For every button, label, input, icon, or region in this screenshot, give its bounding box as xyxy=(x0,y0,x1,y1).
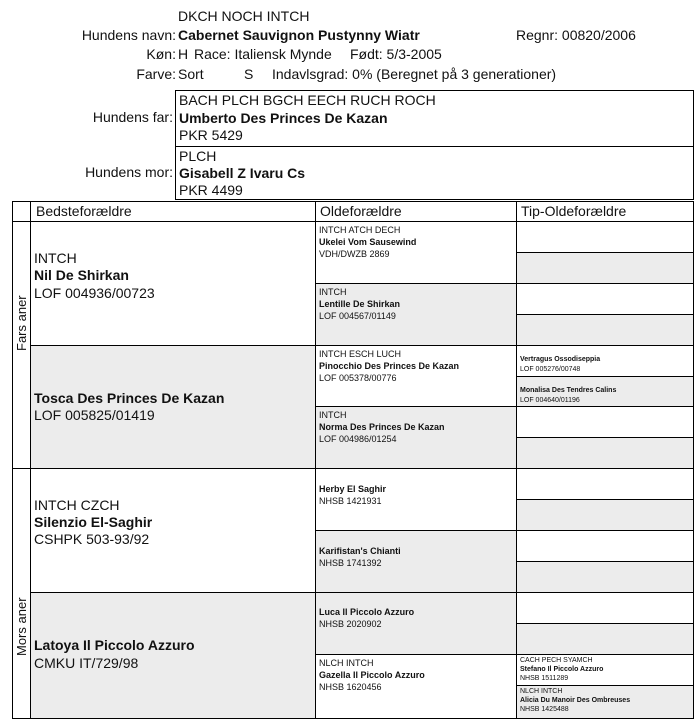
great-grandparent-name: Norma Des Princes De Kazan xyxy=(319,422,445,432)
great-great-name: Stefano Il Piccolo Azzuro xyxy=(520,666,604,673)
grandparent-reg: LOF 004936/00723 xyxy=(34,285,155,301)
great-great-cell xyxy=(516,530,694,562)
great-great-cell xyxy=(516,468,694,500)
grandparent-reg: CMKU IT/729/98 xyxy=(34,655,139,671)
great-great-reg: LOF 004640/01196 xyxy=(520,397,580,404)
great-grandparent-name: Luca Il Piccolo Azzuro xyxy=(319,607,415,617)
great-grandparent-titles: INTCH ESCH LUCH xyxy=(319,349,402,359)
sire-name: Umberto Des Princes De Kazan xyxy=(179,110,388,126)
great-great-reg: NHSB 1511289 xyxy=(520,675,569,682)
great-great-cell xyxy=(516,623,694,655)
great-great-cell xyxy=(516,283,694,315)
great-grandparent-titles: INTCH xyxy=(319,287,347,297)
dog-titles: DKCH NOCH INTCH xyxy=(178,8,310,24)
great-great-cell xyxy=(516,561,694,593)
sire-titles: BACH PLCH BGCH EECH RUCH ROCH xyxy=(179,92,436,108)
grandparent-name: Nil De Shirkan xyxy=(34,267,129,283)
great-grandparent-reg: NHSB 1620456 xyxy=(319,682,382,692)
color-label: Farve: xyxy=(136,66,176,82)
mors-aner-label: Mors aner xyxy=(14,597,29,656)
dog-name: Cabernet Sauvignon Pustynny Wiatr xyxy=(178,27,420,43)
column-label-great-great: Tip-Oldeforældre xyxy=(521,203,627,219)
sire-label: Hundens far: xyxy=(92,109,173,125)
column-label-great-grandparents: Oldeforældre xyxy=(320,203,402,219)
great-grandparent-name: Gazella Il Piccolo Azzuro xyxy=(319,670,425,680)
great-grandparent-name: Ukelei Vom Sausewind xyxy=(319,237,417,247)
birth-date: Født: 5/3-2005 xyxy=(350,46,442,62)
great-great-cell xyxy=(516,499,694,531)
great-great-name: Vertragus Ossodiseppia xyxy=(520,356,601,363)
grandparent-reg: CSHPK 503-93/92 xyxy=(34,531,150,547)
grandparent-titles: INTCH xyxy=(34,250,77,266)
great-great-name: Alicia Du Manoir Des Ombreuses xyxy=(520,697,631,704)
great-grandparent-titles: INTCH ATCH DECH xyxy=(319,225,401,235)
dam-label: Hundens mor: xyxy=(85,164,173,180)
great-grandparent-reg: LOF 004986/01254 xyxy=(319,434,397,444)
inbreeding-value: Indavlsgrad: 0% (Beregnet på 3 generationer) xyxy=(272,66,557,82)
great-grandparent-reg: NHSB 1421931 xyxy=(319,496,382,506)
great-great-cell xyxy=(516,592,694,624)
grandparent-name: Silenzio El-Saghir xyxy=(34,514,153,530)
dam-titles: PLCH xyxy=(179,148,217,164)
color-value: Sort xyxy=(178,66,204,82)
grandparent-name: Tosca Des Princes De Kazan xyxy=(34,390,225,406)
great-great-titles: CACH PECH SYAMCH xyxy=(520,657,593,664)
great-grandparent-reg: LOF 004567/01149 xyxy=(319,311,396,321)
dam-reg: PKR 4499 xyxy=(179,182,243,198)
great-great-cell xyxy=(516,221,694,253)
great-great-name: Monalisa Des Tendres Calins xyxy=(520,387,617,394)
great-grandparent-name: Lentille De Shirkan xyxy=(319,299,401,309)
great-great-cell xyxy=(516,252,694,284)
great-grandparent-titles: INTCH xyxy=(319,410,347,420)
great-great-cell xyxy=(516,406,694,438)
column-label-grandparents: Bedsteforældre xyxy=(36,203,132,219)
race-value: Race: Italiensk Mynde xyxy=(194,46,332,62)
dam-name: Gisabell Z Ivaru Cs xyxy=(179,165,306,181)
column-header-spacer xyxy=(12,201,31,222)
grandparent-name: Latoya Il Piccolo Azzuro xyxy=(34,637,195,653)
great-grandparent-reg: NHSB 2020902 xyxy=(319,619,382,629)
registration-number: Regnr: 00820/2006 xyxy=(516,27,636,43)
sire-reg: PKR 5429 xyxy=(179,127,243,143)
sex-value: H xyxy=(178,46,189,62)
great-grandparent-name: Herby El Saghir xyxy=(319,484,387,494)
great-grandparent-reg: NHSB 1741392 xyxy=(319,558,382,568)
great-grandparent-reg: LOF 005378/00776 xyxy=(319,373,397,383)
great-grandparent-name: Pinocchio Des Princes De Kazan xyxy=(319,361,460,371)
sex-label: Køn: xyxy=(146,46,176,62)
mors-side xyxy=(12,468,31,719)
great-grandparent-titles: NLCH INTCH xyxy=(319,658,374,668)
great-great-reg: NHSB 1425488 xyxy=(520,706,569,713)
color-code: S xyxy=(244,66,254,82)
great-great-reg: LOF 005276/00748 xyxy=(520,366,581,373)
grandparent-titles: INTCH CZCH xyxy=(34,497,120,513)
great-great-cell xyxy=(516,314,694,346)
great-grandparent-name: Karifistan's Chianti xyxy=(319,546,401,556)
name-label: Hundens navn: xyxy=(81,27,176,43)
great-great-cell xyxy=(516,437,694,469)
fars-aner-label: Fars aner xyxy=(14,295,29,351)
grandparent-reg: LOF 005825/01419 xyxy=(34,407,155,423)
great-great-titles: NLCH INTCH xyxy=(520,688,563,695)
great-grandparent-reg: VDH/DWZB 2869 xyxy=(319,249,390,259)
